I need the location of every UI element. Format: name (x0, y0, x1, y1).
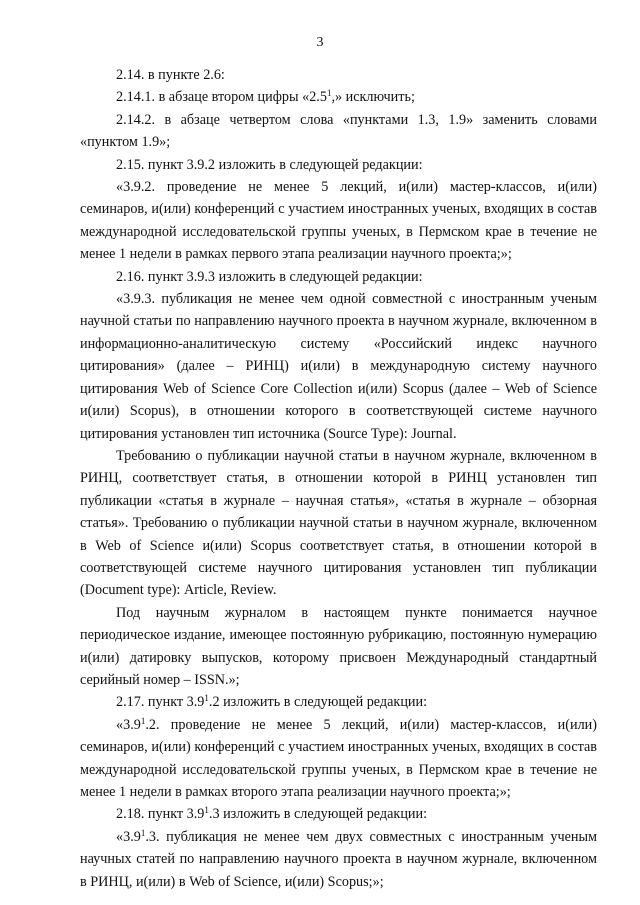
superscript: 1 (326, 88, 332, 99)
paragraph-text: 2.17. пункт 3.9 (116, 694, 205, 711)
paragraph-text: .2 изложить в следующей редакции: (208, 694, 428, 711)
superscript: 1 (140, 715, 146, 726)
superscript: 1 (204, 693, 209, 704)
page-number: 3 (316, 35, 324, 50)
paragraph (80, 803, 597, 825)
paragraph-text: 2.14. в пункте 2.6: (116, 67, 225, 83)
paragraph-text: «3.9.2. проведение не менее 5 лекций, и(или) мастер-классов, и(или) семинаров, и(или) конференций с участием иностранных ученых, входящих в состав международной исследовательской группы ученых, в Пермском крае в течение не менее 1 недели в рамках первого этапа реализации научного проекта;»; (80, 179, 597, 263)
paragraph (80, 714, 597, 804)
paragraph-text: 2.15. пункт 3.9.2 изложить в следующей редакции: (116, 156, 423, 173)
paragraph (80, 64, 597, 86)
paragraph-text: .3. публикация не менее чем двух совместных с иностранным ученым научных статей по направлению научного проекта в научном журнале, включенном в РИНЦ, и(или) в Web of Science, и(или) Scopus;»; (80, 828, 597, 890)
paragraph (80, 826, 597, 893)
paragraph (80, 602, 597, 692)
superscript: 1 (204, 805, 209, 816)
paragraph-text: 2.14.1. в абзаце втором цифры «2.5 (116, 89, 327, 106)
superscript: 1 (140, 827, 146, 838)
paragraph (80, 154, 597, 176)
paragraph (80, 691, 597, 713)
paragraph-text: .2. проведение не менее 5 лекций, и(или) мастер-классов, и(или) семинаров, и(или) конференций с участием иностранных ученых, входящих в состав международной исследовательской группы ученых, в Пермском крае в течение не менее 1 недели в рамках второго этапа реализации научного проекта;»; (80, 716, 597, 800)
paragraph-text: 2.18. пункт 3.9 (116, 806, 205, 823)
paragraph-text: 2.14.2. в абзаце четвертом слова «пунктами 1.3, 1.9» заменить словами «пунктом 1.9»; (80, 111, 597, 151)
document-body (80, 64, 597, 893)
paragraph-text: ,» исключить; (331, 89, 415, 106)
paragraph (80, 109, 597, 154)
paragraph-text: .3 изложить в следующей редакции: (208, 806, 428, 823)
paragraph-text: 2.16. пункт 3.9.3 изложить в следующей редакции: (116, 268, 423, 285)
paragraph-text: «3.9 (116, 716, 141, 733)
paragraph (80, 266, 597, 288)
paragraph-text: Требованию о публикации научной статьи в научном журнале, включенном в РИНЦ, соответствует статья, в отношении которой в РИНЦ установлен тип публикации «статья в журнале – научная статья», «статья в журнале – обзорная статья». Требованию о публикации научной статьи в научном журнале, включенном в Web of Science и(или) Scopus соответствует статья, в отношении которой в соответствующей системе научного цитирования установлен тип публикации (Document type): Article, Review. (80, 447, 597, 599)
paragraph (80, 445, 597, 602)
paragraph-text: «3.9.3. публикация не менее чем одной совместной с иностранным ученым научной статьи по направлению научного проекта в научном журнале, включенном в информационно-аналитическую систему «Российский индекс научного цитирования» (далее – РИНЦ) и(или) в международную систему научного цитирования Web of Science Core Collection и(или) Scopus (далее – Web of Science и(или) Scopus), в отношении которого в соответствующей системе научного цитирования установлен тип источника (Source Type): Journal. (80, 291, 597, 442)
paragraph (80, 86, 597, 108)
paragraph-text: «3.9 (116, 828, 141, 845)
paragraph-text: Под научным журналом в настоящем пункте понимается научное периодическое издание, имеющее постоянную рубрикацию, постоянную нумерацию и(или) датировку выпусков, которому присвоен Международный стандартный серийный номер – ISSN.»; (80, 604, 597, 688)
paragraph (80, 176, 597, 266)
paragraph (80, 288, 597, 445)
